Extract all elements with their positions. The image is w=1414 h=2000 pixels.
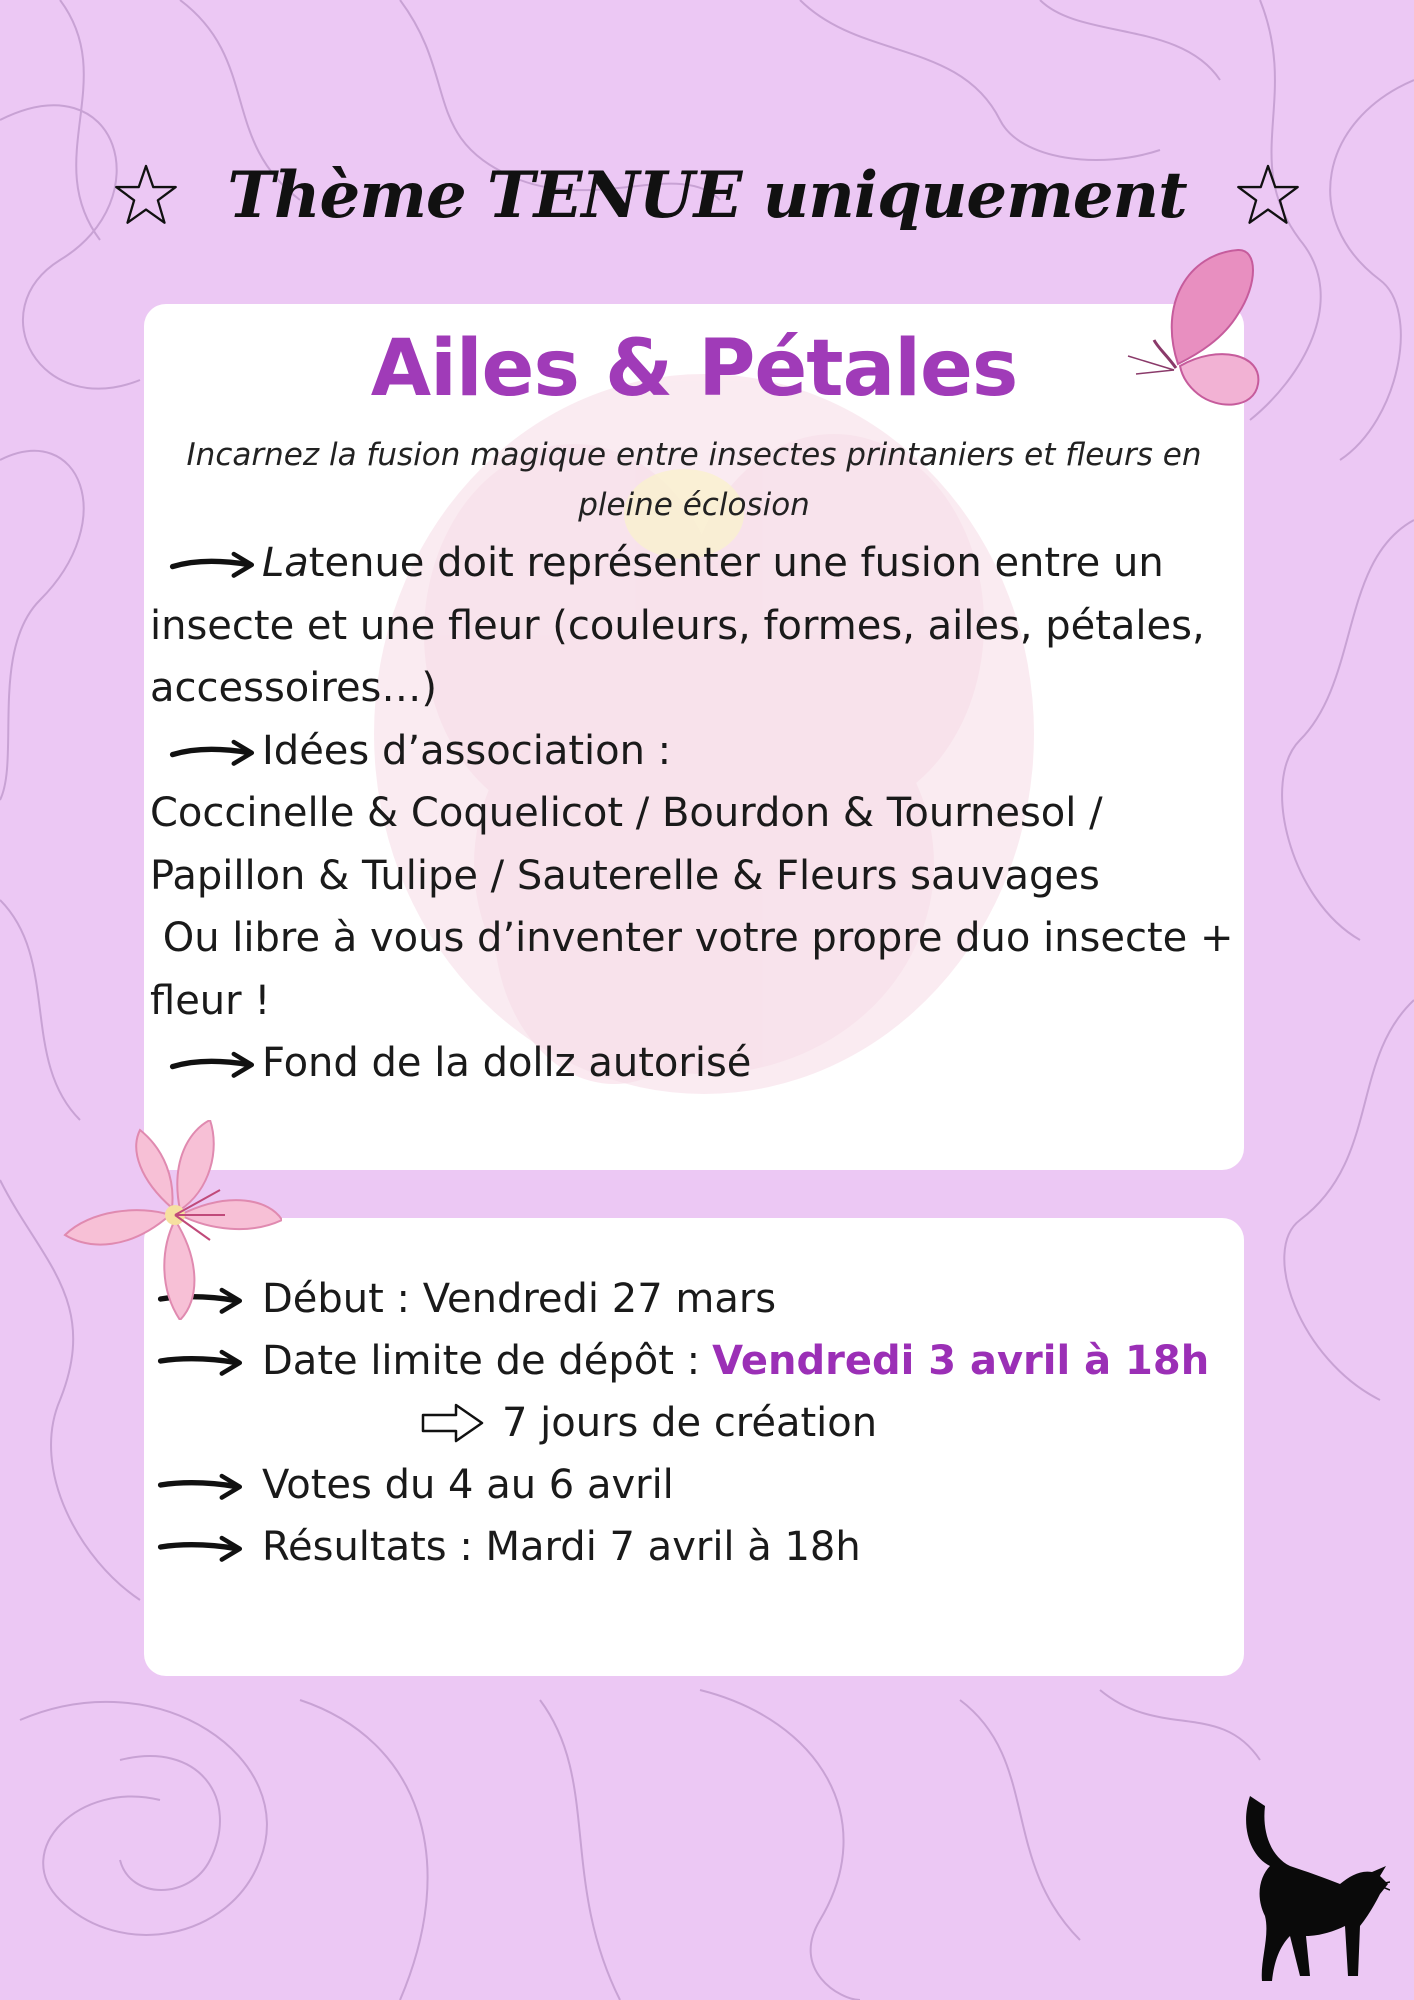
rule-line: [150, 1032, 1240, 1095]
rule-text: tenue doit représenter une fusion entre un: [308, 540, 1164, 586]
theme-card: [144, 304, 1244, 1170]
schedule-text: Résultats : Mardi 7 avril à 18h: [262, 1524, 861, 1570]
header: [0, 150, 1414, 240]
schedule-text: Début : Vendredi 27 mars: [262, 1276, 777, 1322]
brush-arrow-icon: [154, 1467, 250, 1503]
rule-text: Fond de la dollz autorisé: [262, 1040, 752, 1086]
brush-arrow-icon: [154, 1529, 250, 1565]
rule-text-italic: La: [262, 540, 309, 586]
rule-line: insecte et une fleur (couleurs, formes, ailes, pétales,: [150, 602, 1205, 649]
brush-arrow-icon: [166, 545, 262, 581]
schedule-item-duration: [144, 1392, 1244, 1454]
schedule-item-start: [144, 1268, 1244, 1330]
rule-line: Coccinelle & Coquelicot / Bourdon & Tournesol /: [150, 790, 1103, 836]
rule-line: accessoires…): [150, 665, 437, 711]
star-outline-icon: [113, 162, 179, 228]
schedule-text: Date limite de dépôt :: [262, 1338, 701, 1384]
schedule-item-votes: [144, 1454, 1244, 1516]
schedule-text: Votes du 4 au 6 avril: [262, 1462, 674, 1508]
schedule-item-deadline: [144, 1330, 1244, 1392]
brush-arrow-icon: [154, 1343, 250, 1379]
rules-text: [150, 532, 1240, 1095]
schedule-item-results: [144, 1516, 1244, 1578]
schedule-list: [144, 1268, 1244, 1578]
black-cat-icon: [1240, 1786, 1390, 1986]
brush-arrow-icon: [166, 733, 262, 769]
rule-line: [150, 532, 1240, 595]
rule-line: Ou libre à vous d’inventer votre propre duo insecte +: [150, 915, 1234, 961]
deadline-highlight: Vendredi 3 avril à 18h: [712, 1338, 1210, 1384]
brush-arrow-icon: [166, 1045, 262, 1081]
lily-flower-icon: [60, 1120, 282, 1320]
star-outline-icon: [1235, 162, 1301, 228]
schedule-card: [144, 1218, 1244, 1676]
page-title: Thème TENUE uniquement: [227, 157, 1187, 233]
outline-arrow-icon: [420, 1401, 486, 1445]
rule-line: Papillon & Tulipe / Sauterelle & Fleurs sauvages: [150, 852, 1100, 899]
card-title: Ailes & Pétales: [370, 324, 1018, 414]
schedule-text: 7 jours de création: [502, 1400, 878, 1446]
card-subtitle: Incarnez la fusion magique entre insectes printaniers et fleurs en pleine éclosion: [186, 437, 1202, 523]
rule-text: Idées d’association :: [262, 727, 672, 774]
butterfly-icon: [1118, 244, 1268, 414]
rule-line: fleur !: [150, 977, 271, 1024]
rule-line: [150, 720, 1240, 783]
